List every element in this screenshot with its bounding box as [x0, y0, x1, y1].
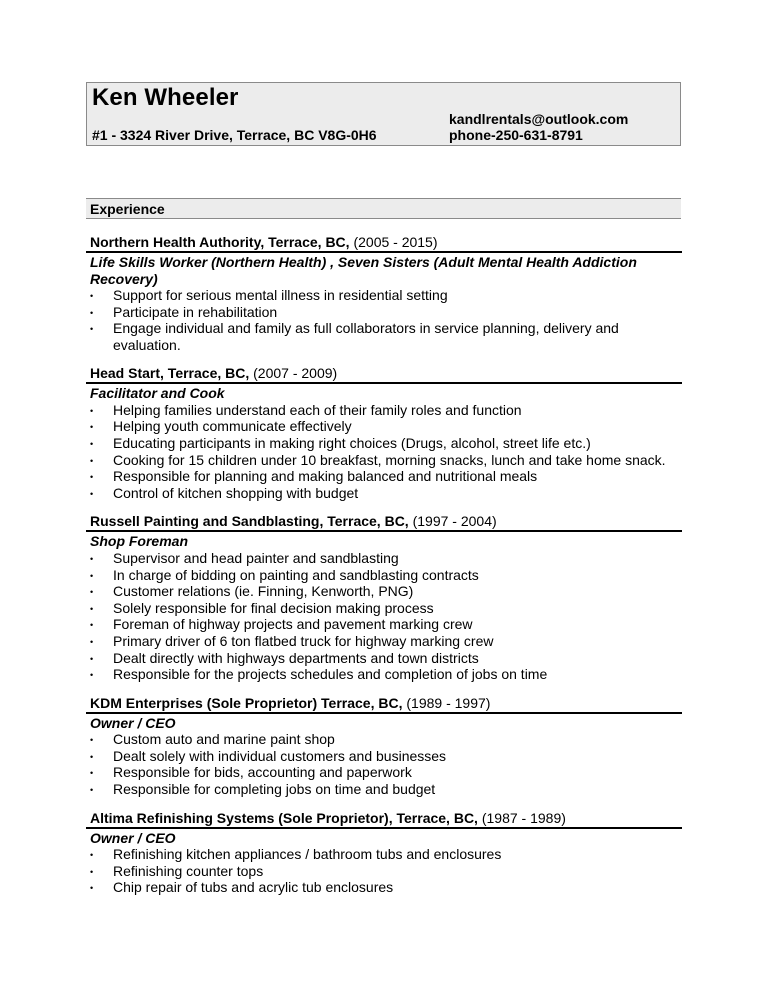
- bullet-icon: •: [90, 751, 94, 762]
- duty-text: Custom auto and marine paint shop: [113, 731, 335, 748]
- duty-text: Cooking for 15 children under 10 breakfast, morning snacks, lunch and take home snack.: [113, 451, 666, 468]
- bullet-icon: •: [90, 784, 94, 795]
- bullet-icon: •: [90, 307, 94, 318]
- duties-list: [90, 731, 682, 797]
- resume-header: [86, 82, 681, 146]
- contact-address: #1 - 3324 River Drive, Terrace, BC V8G-0H6: [92, 127, 377, 143]
- job-entry: [90, 513, 682, 682]
- duty-item: [90, 616, 682, 633]
- bullet-icon: •: [90, 488, 94, 499]
- duty-item: [90, 304, 682, 321]
- duty-item: [90, 435, 682, 452]
- job-heading: [90, 513, 682, 530]
- bullet-icon: •: [90, 620, 94, 631]
- bullet-icon: •: [90, 422, 94, 433]
- bullet-icon: •: [90, 850, 94, 861]
- duty-text: Primary driver of 6 ton flatbed truck for highway marking crew: [113, 632, 494, 649]
- job-entry: [90, 810, 682, 896]
- duty-item: [90, 287, 682, 304]
- bullet-icon: •: [90, 883, 94, 894]
- employer-name: Head Start, Terrace, BC,: [90, 365, 250, 382]
- job-heading: [90, 810, 682, 827]
- bullet-icon: •: [90, 291, 94, 301]
- duty-text: Responsible for the projects schedules and completion of jobs on time: [113, 666, 548, 683]
- bullet-icon: •: [90, 603, 94, 614]
- job-heading: [90, 234, 682, 251]
- job-role: Facilitator and Cook: [86, 382, 682, 402]
- job-role: Shop Foreman: [86, 530, 682, 550]
- duty-text: Responsible for bids, accounting and paperwork: [113, 764, 412, 781]
- bullet-icon: •: [90, 735, 94, 746]
- duty-text: Educating participants in making right choices (Drugs, alcohol, street life etc.): [113, 435, 591, 452]
- duty-item: [90, 567, 682, 584]
- duty-text: Refinishing counter tops: [113, 862, 264, 879]
- duty-text: Responsible for planning and making balanced and nutritional meals: [113, 468, 538, 485]
- employer-name: KDM Enterprises (Sole Proprietor) Terrace, BC,: [90, 694, 403, 711]
- duty-item: [90, 731, 682, 748]
- employer-name: Russell Painting and Sandblasting, Terrace, BC,: [90, 513, 409, 530]
- employment-dates: (2007 - 2009): [253, 365, 338, 382]
- duty-item: [90, 879, 682, 896]
- duty-item: [90, 468, 682, 485]
- duty-item: [90, 764, 682, 781]
- bullet-icon: •: [90, 636, 94, 647]
- duty-text: Engage individual and family as full collaborators in service planning, delivery and evaluation.: [113, 320, 619, 353]
- job-entry: [90, 695, 682, 798]
- job-role: Owner / CEO: [86, 827, 682, 847]
- duty-item: [90, 633, 682, 650]
- job-role: Life Skills Worker (Northern Health) , Seven Sisters (Adult Mental Health Addiction Recovery): [86, 251, 682, 287]
- duty-item: [90, 600, 682, 617]
- duty-item: [90, 846, 682, 863]
- duty-text: Supervisor and head painter and sandblasting: [113, 549, 399, 566]
- duty-text: Participate in rehabilitation: [113, 303, 278, 320]
- bullet-icon: •: [90, 670, 94, 681]
- duty-item: [90, 485, 682, 502]
- duty-item: [90, 650, 682, 667]
- duty-item: [90, 550, 682, 567]
- duty-text: Helping families understand each of their family roles and function: [113, 401, 522, 418]
- duty-text: Customer relations (ie. Finning, Kenworth, PNG): [113, 583, 414, 600]
- candidate-name: Ken Wheeler: [92, 84, 239, 111]
- bullet-icon: •: [90, 455, 94, 466]
- job-heading: [90, 695, 682, 712]
- duty-text: Control of kitchen shopping with budget: [113, 484, 359, 501]
- employment-dates: (2005 - 2015): [353, 234, 438, 250]
- experience-list: [90, 234, 682, 908]
- employment-dates: (1987 - 1989): [481, 809, 566, 826]
- bullet-icon: •: [90, 768, 94, 779]
- employer-name: Northern Health Authority, Terrace, BC,: [90, 234, 350, 250]
- duty-text: Helping youth communicate effectively: [113, 418, 352, 435]
- duty-item: [90, 418, 682, 435]
- bullet-icon: •: [90, 653, 94, 664]
- duty-item: [90, 666, 682, 683]
- duty-item: [90, 748, 682, 765]
- bullet-icon: •: [90, 472, 94, 483]
- duty-item: [90, 583, 682, 600]
- employer-name: Altima Refinishing Systems (Sole Proprietor), Terrace, BC,: [90, 809, 478, 826]
- duty-text: Solely responsible for final decision making process: [113, 599, 434, 616]
- job-entry: [90, 365, 682, 501]
- duty-item: [90, 320, 682, 353]
- duty-text: In charge of bidding on painting and sandblasting contracts: [113, 566, 479, 583]
- employment-dates: (1997 - 2004): [412, 513, 497, 530]
- duty-text: Refinishing kitchen appliances / bathroom tubs and enclosures: [113, 846, 502, 863]
- bullet-icon: •: [90, 405, 94, 416]
- contact-email: kandlrentals@outlook.com: [449, 111, 629, 127]
- bullet-icon: •: [90, 553, 94, 564]
- duty-item: [90, 402, 682, 419]
- duty-text: Dealt solely with individual customers and businesses: [113, 747, 447, 764]
- duty-text: Foreman of highway projects and pavement marking crew: [113, 616, 473, 633]
- bullet-icon: •: [90, 587, 94, 598]
- bullet-icon: •: [90, 439, 94, 450]
- duty-item: [90, 781, 682, 798]
- job-role: Owner / CEO: [86, 712, 682, 732]
- duty-text: Chip repair of tubs and acrylic tub enclosures: [113, 879, 394, 896]
- job-entry: [90, 234, 682, 353]
- duty-item: [90, 452, 682, 469]
- duties-list: [90, 550, 682, 683]
- bullet-icon: •: [90, 570, 94, 581]
- duties-list: [90, 846, 682, 896]
- section-title: Experience: [90, 201, 165, 217]
- contact-phone: phone-250-631-8791: [449, 127, 583, 143]
- duties-list: [90, 402, 682, 502]
- duty-text: Dealt directly with highways departments and town districts: [113, 649, 479, 666]
- duty-item: [90, 863, 682, 880]
- duty-text: Responsible for completing jobs on time and budget: [113, 780, 436, 797]
- employment-dates: (1989 - 1997): [406, 694, 491, 711]
- bullet-icon: •: [90, 866, 94, 877]
- job-heading: [90, 365, 682, 382]
- duties-list: [90, 287, 682, 353]
- experience-section-header: [86, 198, 681, 219]
- bullet-icon: •: [90, 324, 94, 335]
- duty-text: Support for serious mental illness in residential setting: [113, 287, 448, 303]
